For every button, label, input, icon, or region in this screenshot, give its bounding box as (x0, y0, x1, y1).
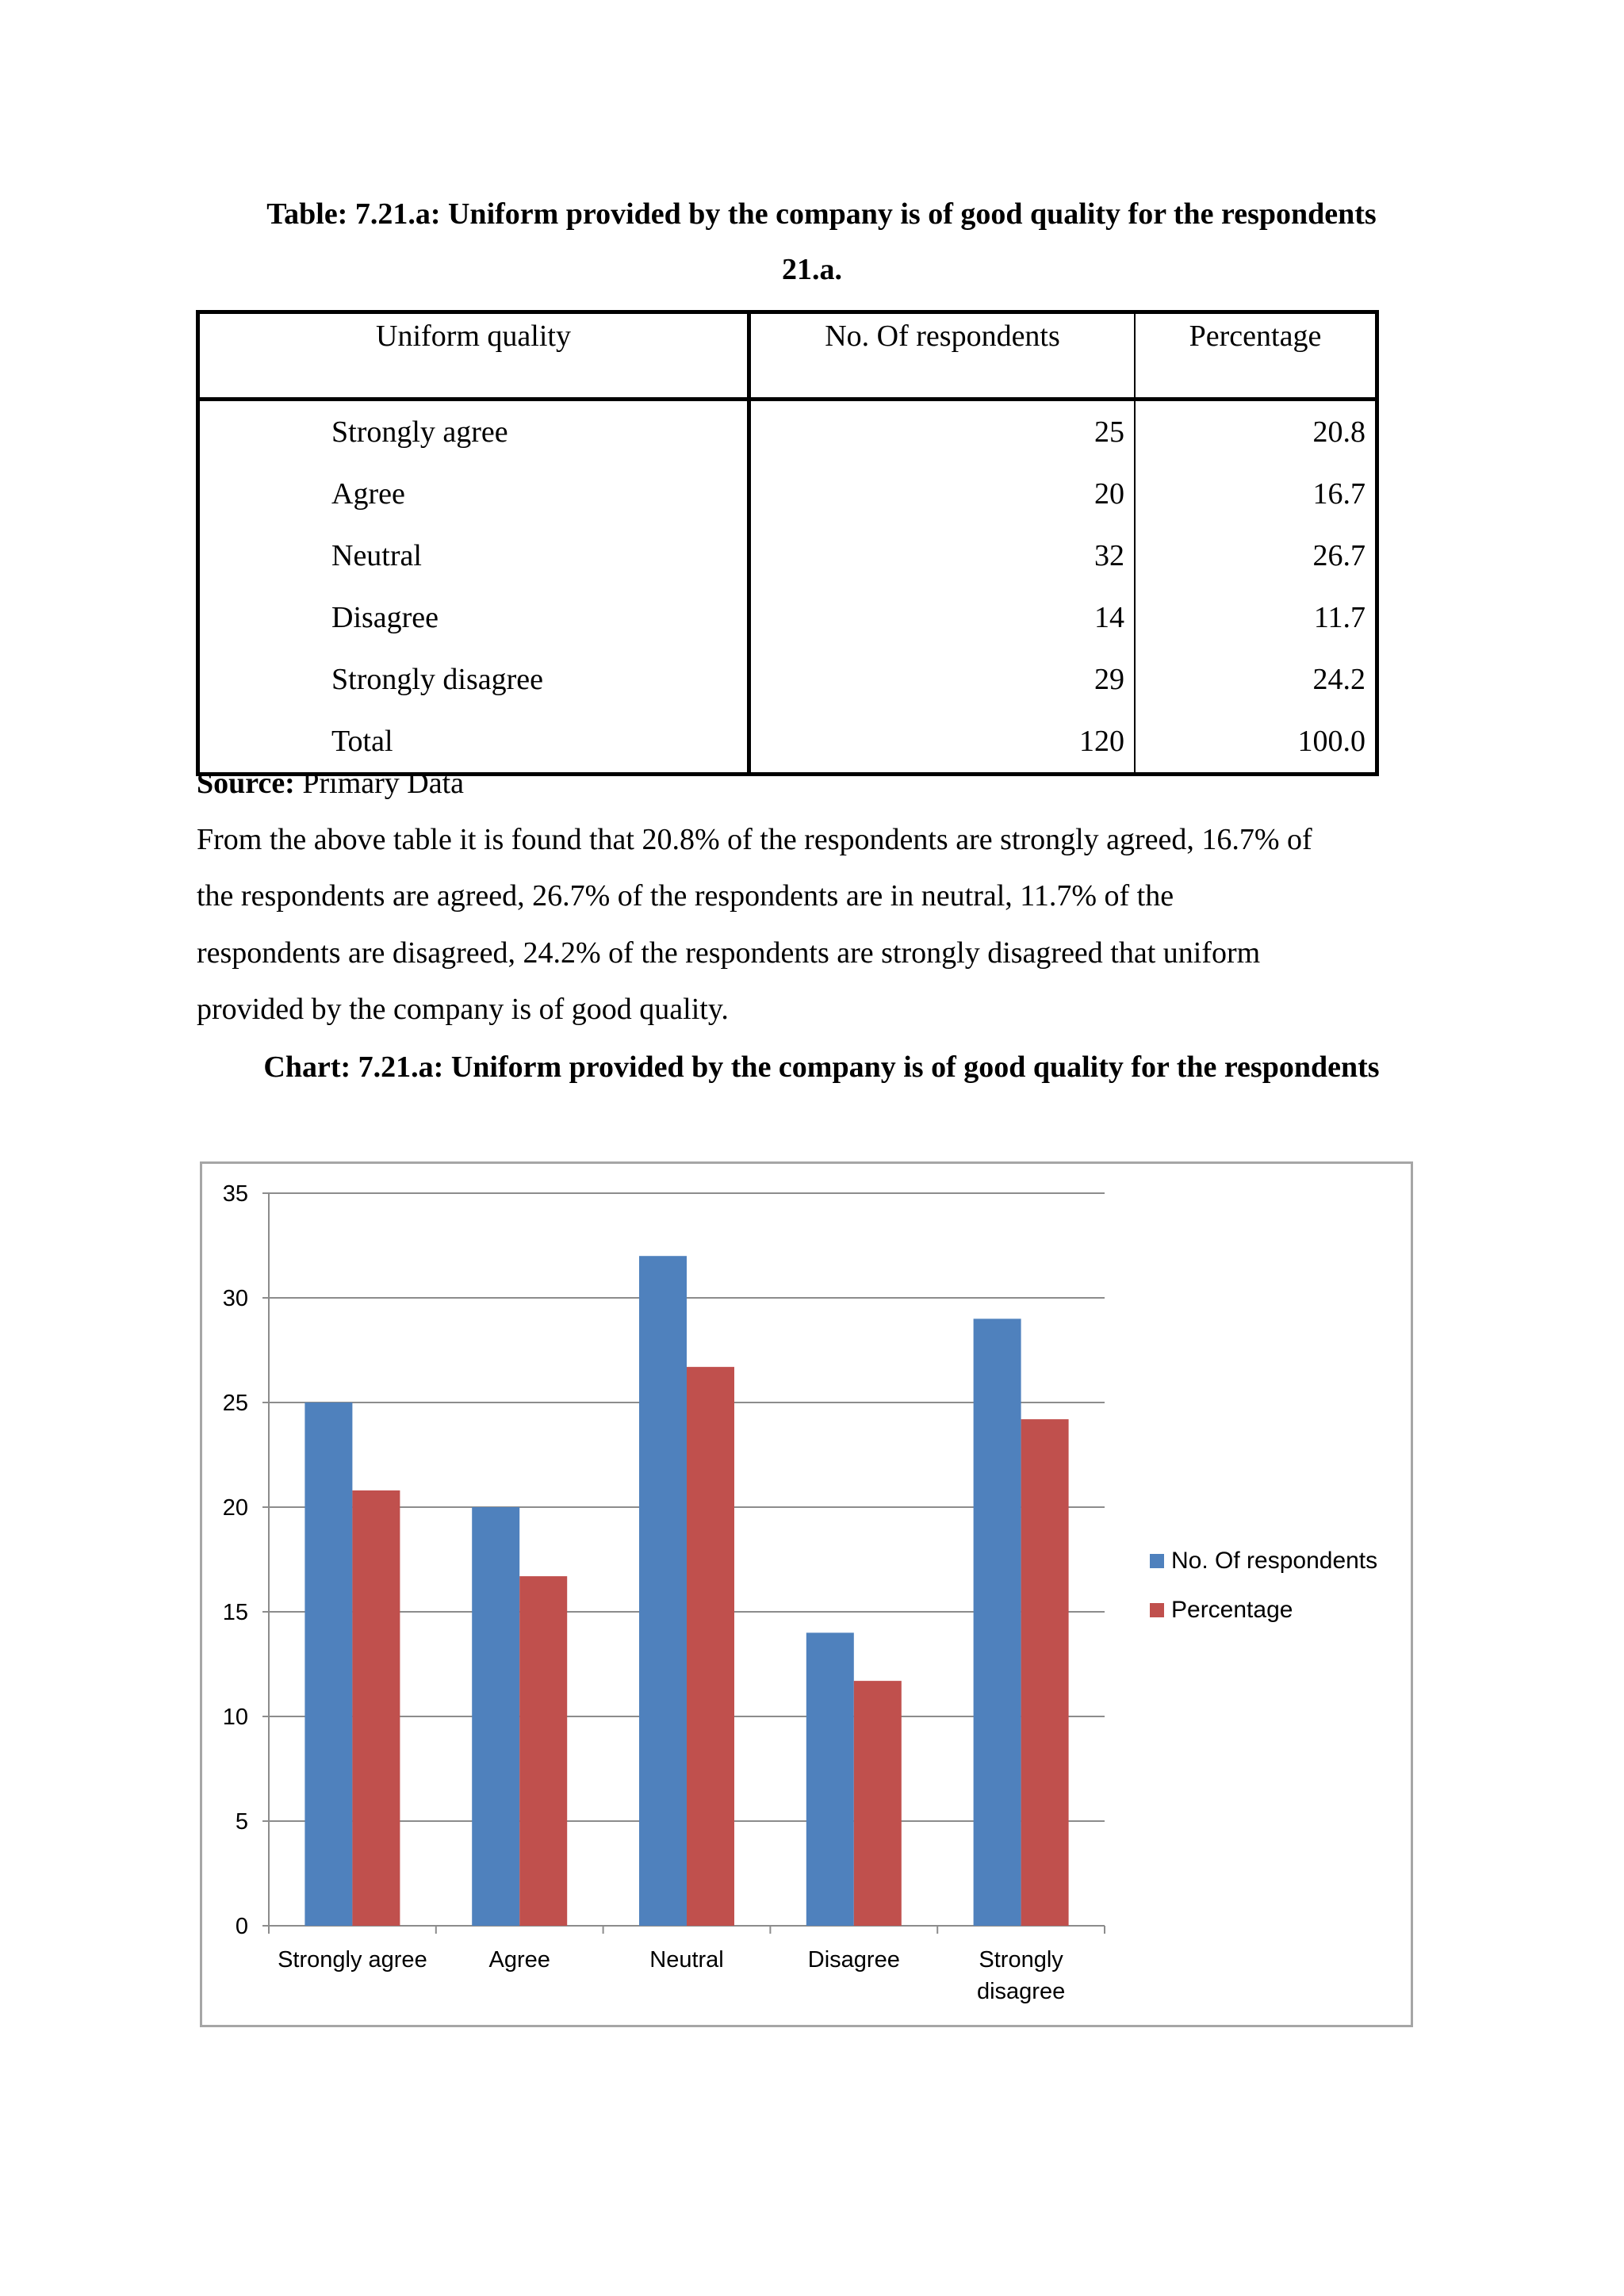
cell-category: Disagree (198, 587, 749, 649)
paragraph-line: the respondents are agreed, 26.7% of the respondents are in neutral, 11.7% of the (197, 879, 1174, 913)
paragraph-line: provided by the company is of good quality. (197, 993, 729, 1026)
cell-respondents: 25 (749, 400, 1136, 464)
bar-chart (202, 1164, 1411, 2025)
x-tick-label: Strongly agree (278, 1947, 427, 1973)
legend-swatch (1150, 1554, 1164, 1568)
source-line (197, 766, 1418, 801)
x-tick-label: Strongly disagree (976, 1947, 1066, 2004)
cell-percentage: 26.7 (1312, 539, 1365, 572)
y-tick-label: 20 (222, 1495, 248, 1521)
table-row (198, 649, 1377, 710)
cell-percentage: 11.7 (1313, 601, 1365, 634)
cell-respondents: 14 (749, 587, 1136, 649)
y-tick-label: 10 (222, 1705, 248, 1730)
bar-respondents (472, 1507, 519, 1926)
bar-percentage (854, 1681, 902, 1926)
bar-percentage (519, 1576, 567, 1926)
y-tick-label: 0 (235, 1914, 248, 1939)
legend-swatch (1150, 1603, 1164, 1617)
cell-category: Agree (198, 463, 749, 525)
legend-label: Percentage (1171, 1597, 1293, 1623)
y-tick-label: 25 (222, 1391, 248, 1416)
table-row (198, 587, 1377, 649)
cell-category: Neutral (198, 525, 749, 587)
cell-percentage: 100.0 (1297, 725, 1365, 758)
cell-category: Strongly agree (198, 400, 749, 464)
y-tick-label: 15 (222, 1600, 248, 1625)
header-percentage: Percentage (1135, 312, 1377, 400)
bar-respondents (806, 1632, 854, 1926)
bar-respondents (974, 1318, 1021, 1926)
source-text: Primary Data (302, 767, 464, 800)
table-subtitle: 21.a. (782, 253, 842, 286)
cell-category: Strongly disagree (198, 649, 749, 710)
source-label: Source: (197, 767, 295, 800)
x-tick-label: Neutral (649, 1947, 724, 1973)
header-no-of-respondents: No. Of respondents (749, 312, 1136, 400)
cell-percentage: 20.8 (1312, 415, 1365, 449)
bar-respondents (304, 1402, 352, 1926)
data-table (196, 310, 1379, 776)
bar-percentage (352, 1490, 400, 1926)
cell-respondents: 20 (749, 463, 1136, 525)
table-row (198, 463, 1377, 525)
cell-respondents: 120 (749, 710, 1136, 775)
y-tick-label: 30 (222, 1286, 248, 1311)
y-tick-label: 5 (235, 1809, 248, 1835)
header-uniform-quality: Uniform quality (198, 312, 749, 400)
chart-frame (200, 1161, 1413, 2027)
legend-label: No. Of respondents (1171, 1548, 1378, 1574)
cell-respondents: 29 (749, 649, 1136, 710)
x-tick-label: Agree (488, 1947, 550, 1973)
x-tick-label: Disagree (807, 1947, 900, 1973)
table-row (198, 525, 1377, 587)
cell-category: Total (198, 710, 749, 775)
table-header-row (198, 312, 1377, 400)
bar-percentage (687, 1367, 734, 1926)
chart-title: Chart: 7.21.a: Uniform provided by the company is of good quality for the respondents (263, 1050, 1380, 1084)
bar-respondents (639, 1256, 687, 1926)
cell-percentage: 24.2 (1312, 663, 1365, 696)
paragraph-line: respondents are disagreed, 24.2% of the respondents are strongly disagreed that uniform (197, 936, 1261, 970)
table-title: Table: 7.21.a: Uniform provided by the company is of good quality for the respondents (266, 197, 1377, 231)
y-tick-label: 35 (222, 1181, 248, 1207)
table-row-total (198, 710, 1377, 775)
cell-percentage: 16.7 (1312, 477, 1365, 511)
table-row (198, 400, 1377, 464)
cell-respondents: 32 (749, 525, 1136, 587)
paragraph-line: From the above table it is found that 20.8% of the respondents are strongly agreed, 16.7% of (197, 823, 1312, 856)
bar-percentage (1021, 1419, 1069, 1926)
